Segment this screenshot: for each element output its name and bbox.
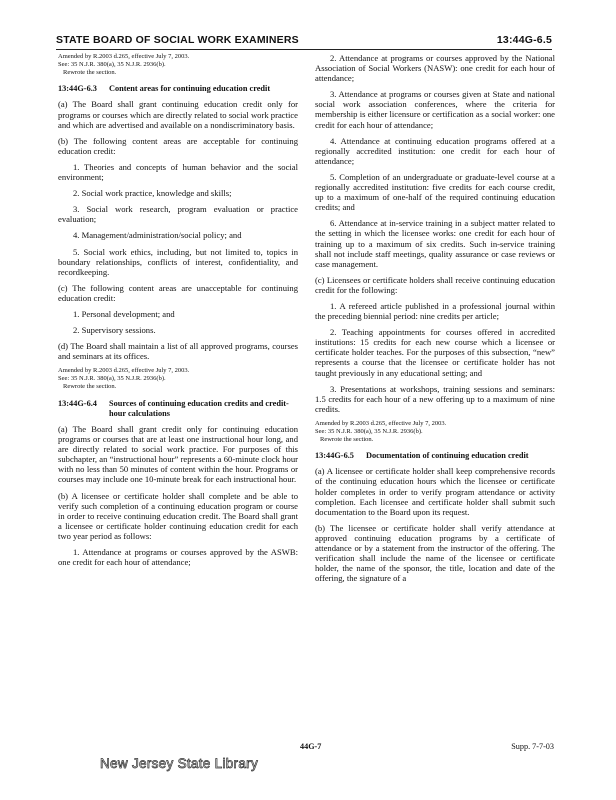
left-column (58, 53, 298, 573)
list-item: 3. Presentations at workshops, training sessions and seminars: 1.5 credits for each hour of a new offering up to a maximum of nine credits. (315, 383, 555, 414)
paragraph-b: (b) A licensee or certificate holder shall complete and be able to verify such completion of a continuing education program or course in order to receive continuing education credit. The Board shall grant a licensee or certificate holder continuing education credit for each two year period as follows: (58, 490, 298, 541)
list-item: 2. Attendance at programs or courses approved by the National Association of Social Workers (NASW): one credit for each hour of attendance; (315, 53, 555, 84)
list-item: 5. Completion of an undergraduate or graduate-level course at a regionally accredited institution: five credits for each course credit, up to a maximum of one-half of the required continuing education credits; and (315, 171, 555, 213)
list-item: 2. Social work practice, knowledge and skills; (73, 188, 232, 199)
list-item: 1. Personal development; and (73, 308, 175, 319)
history-note (315, 420, 555, 443)
paragraph-c: (c) Licensees or certificate holders shall receive continuing education credit for the following: (315, 274, 555, 295)
section-title: Documentation of continuing education credit (366, 451, 529, 461)
list-item: 3. Social work research, program evaluation or practice evaluation; (58, 204, 298, 225)
list-item: 3. Attendance at programs or courses given at State and national social work association conferences, where the criteria for membership is either licensure or certification as a social worker: one credit for each hour of attendance; (315, 89, 555, 130)
section-number: 13:44G-6.4 (58, 398, 97, 408)
list-item: 4. Management/administration/social policy; and (73, 230, 242, 241)
header-title: STATE BOARD OF SOCIAL WORK EXAMINERS (56, 34, 299, 46)
paragraph-b: (b) The licensee or certificate holder shall verify attendance at approved continuing education programs by a certificate of attendance or by a statement from the instructor of the offering. The verification shall include the name of the licensee or certificate holder, the name of the sponsor, the title, location and date of the offering, the signature of a (315, 522, 555, 584)
section-heading-6-4 (58, 399, 298, 419)
header-section-code: 13:44G-6.5 (496, 34, 552, 46)
history-line: Amended by R.2003 d.265, effective July 7, 2003. (315, 419, 447, 427)
history-note (58, 53, 298, 76)
history-line: See: 35 N.J.R. 380(a), 35 N.J.R. 2936(b). (58, 375, 166, 383)
list-item: 1. Theories and concepts of human behavior and the social environment; (58, 161, 298, 183)
running-header (56, 33, 552, 50)
section-heading-6-5 (315, 451, 555, 461)
paragraph-a: (a) The Board shall grant credit only for continuing education programs or courses that are at least one instructional hour long, and are directly related to social work practice. For purposes of this subchapter, an “instructional hour” represents a 60-minute clock hour with no less than 50 minutes of content within the hour. Programs or courses may include one 10-minute break for each instructional hour. (58, 423, 298, 485)
history-line: See: 35 N.J.R. 380(a), 35 N.J.R. 2936(b). (315, 427, 423, 435)
list-item: 6. Attendance at in-service training in a subject matter related to the setting in which the licensee works: one credit for each hour of training up to a maximum of six credits. Such in-service training shall not include staff meetings, quality assurance or case reviews or case management. (315, 218, 555, 269)
list-item: 4. Attendance at continuing education programs offered at a regionally accredited institution: one credit for each hour of attendance; (315, 135, 555, 166)
history-line: Rewrote the section. (63, 382, 117, 390)
section-number: 13:44G-6.3 (58, 84, 97, 94)
section-title: Sources of continuing education credits and credit-hour calculations (109, 398, 289, 418)
page-footer (0, 740, 616, 760)
section-heading-6-3 (58, 84, 298, 94)
list-item: 1. Attendance at programs or courses approved by the ASWB: one credit for each hour of attendance; (58, 546, 298, 568)
supplement-date: Supp. 7-7-03 (511, 742, 554, 751)
library-watermark: New Jersey State Library (100, 756, 259, 771)
paragraph-a: (a) A licensee or certificate holder shall keep comprehensive records of the continuing education hours which the licensee or certificate holder completes in order to verify program attendance or activity completion. Each licensee and certificate holder shall submit such documentation to the Board upon its request. (315, 466, 555, 517)
history-line: Rewrote the section. (320, 435, 374, 443)
list-item: 2. Teaching appointments for courses offered in accredited institutions: 15 credits for each new course which a licensee or certificate holder teaches. For the purposes of this subsection, “new” represents a course that the licensee or certificate holder has not taught previously in any educational setting; and (315, 327, 555, 378)
history-note (58, 367, 298, 390)
section-title: Content areas for continuing education credit (109, 84, 271, 94)
paragraph-b: (b) The following content areas are acceptable for continuing education credit: (58, 135, 298, 156)
list-item: 1. A refereed article published in a professional journal within the preceding biennial period: nine credits per article; (315, 300, 555, 322)
paragraph-d: (d) The Board shall maintain a list of all approved programs, courses and seminars at its offices. (58, 341, 298, 362)
list-item: 2. Supervisory sessions. (73, 325, 156, 336)
history-line: See: 35 N.J.R. 380(a), 35 N.J.R. 2936(b). (58, 60, 166, 68)
history-line: Amended by R.2003 d.265, effective July 7, 2003. (58, 367, 190, 375)
list-item: 5. Social work ethics, including, but not limited to, topics in boundary relationships, conflicts of interest, confidentiality, and recordkeeping. (58, 246, 298, 277)
paragraph-c: (c) The following content areas are unacceptable for continuing education credit: (58, 282, 298, 303)
right-column (315, 53, 555, 589)
section-number: 13:44G-6.5 (315, 451, 354, 461)
paragraph-a: (a) The Board shall grant continuing education credit only for programs or courses which are directly related to social work practice and which are advertised and available on a nondiscriminatory basis. (58, 99, 298, 130)
page-number: 44G-7 (300, 742, 322, 751)
history-line: Rewrote the section. (63, 68, 117, 76)
history-line: Amended by R.2003 d.265, effective July 7, 2003. (58, 53, 190, 60)
